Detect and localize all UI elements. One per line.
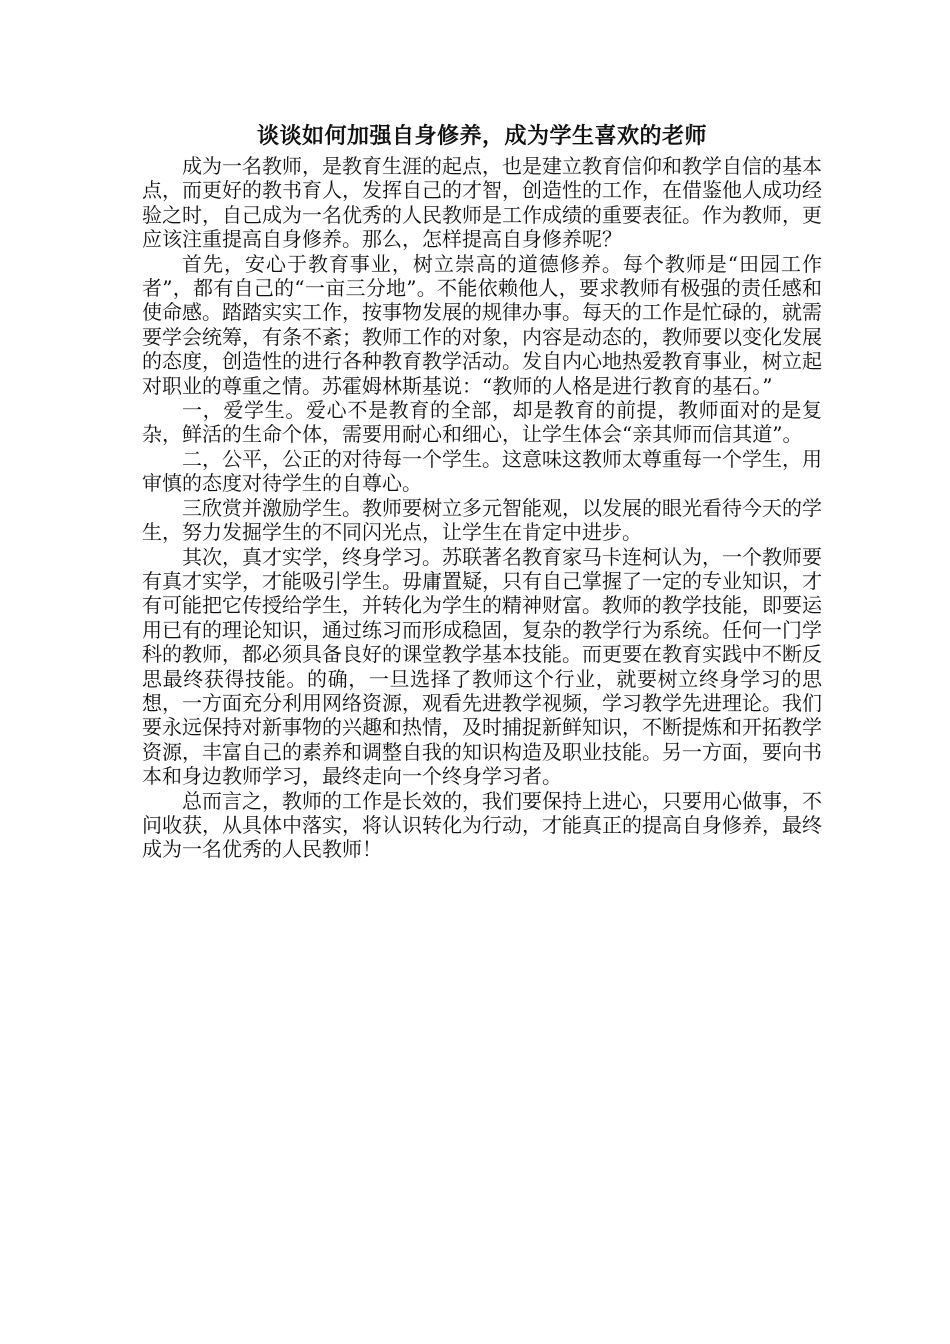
paragraph-lifelong-learning: 其次，真才实学，终身学习。苏联著名教育家马卡连柯认为，一个教师要有真才实学，才能吸引学生。毋庸置疑，只有自己掌握了一定的专业知识，才有可能把它传授给学生，并转化为学生的精神财富。教师的教学技能，即要运用已有的理论知识，通过练习而形成稳固，复杂的教学行为系统。任何一门学科的教师，都必须具备良好的课堂教学基本技能。而更要在教育实践中不断反思最终获得技能。的确，一旦选择了教师这个行业，就要树立终身学习的思想，一方面充分利用网络资源，观看先进教学视频，学习教学先进理论。我们要永远保持对新事物的兴趣和热情，及时捕捉新鲜知识，不断提炼和开拓教学资源，丰富自己的素养和调整自我的知识构造及职业技能。另一方面，要向书本和身边教师学习，最终走向一个终身学习者。 bbox=[142, 544, 822, 789]
paragraph-first-point: 首先，安心于教育事业，树立崇高的道德修养。每个教师是“田园工作者”，都有自己的“一亩三分地”。不能依赖他人，要求教师有极强的责任感和使命感。踏踏实实工作，按事物发展的规律办事。每天的工作是忙碌的，就需要学会统筹，有条不紊；教师工作的对象，内容是动态的，教师要以变化发展的态度，创造性的进行各种教育教学活动。发自内心地热爱教育事业，树立起对职业的尊重之情。苏霍姆林斯基说：“教师的人格是进行教育的基石。” bbox=[142, 251, 822, 398]
paragraph-appreciation: 三欣赏并激励学生。教师要树立多元智能观，以发展的眼光看待今天的学生，努力发掘学生的不同闪光点，让学生在肯定中进步。 bbox=[142, 495, 822, 545]
document-page bbox=[142, 118, 822, 862]
paragraph-love-students: 一，爱学生。爱心不是教育的全部，却是教育的前提，教师面对的是复杂，鲜活的生命个体，需要用耐心和细心，让学生体会“亲其师而信其道”。 bbox=[142, 398, 822, 447]
paragraph-fairness: 二，公平，公正的对待每一个学生。这意味这教师太尊重每一个学生，用审慎的态度对待学生的自尊心。 bbox=[142, 446, 822, 496]
paragraph-conclusion: 总而言之，教师的工作是长效的，我们要保持上进心，只要用心做事，不问收获，从具体中落实，将认识转化为行动，才能真正的提高自身修养，最终成为一名优秀的人民教师！ bbox=[142, 788, 822, 862]
paragraph-intro: 成为一名教师，是教育生涯的起点，也是建立教育信仰和教学自信的基本点，而更好的教书育人，发挥自己的才智，创造性的工作，在借鉴他人成功经验之时，自己成为一名优秀的人民教师是工作成绩的重要表征。作为教师，更应该注重提高自身修养。那么，怎样提高自身修养呢？ bbox=[142, 154, 822, 252]
document-title: 谈谈如何加强自身修养，成为学生喜欢的老师 bbox=[256, 123, 707, 149]
